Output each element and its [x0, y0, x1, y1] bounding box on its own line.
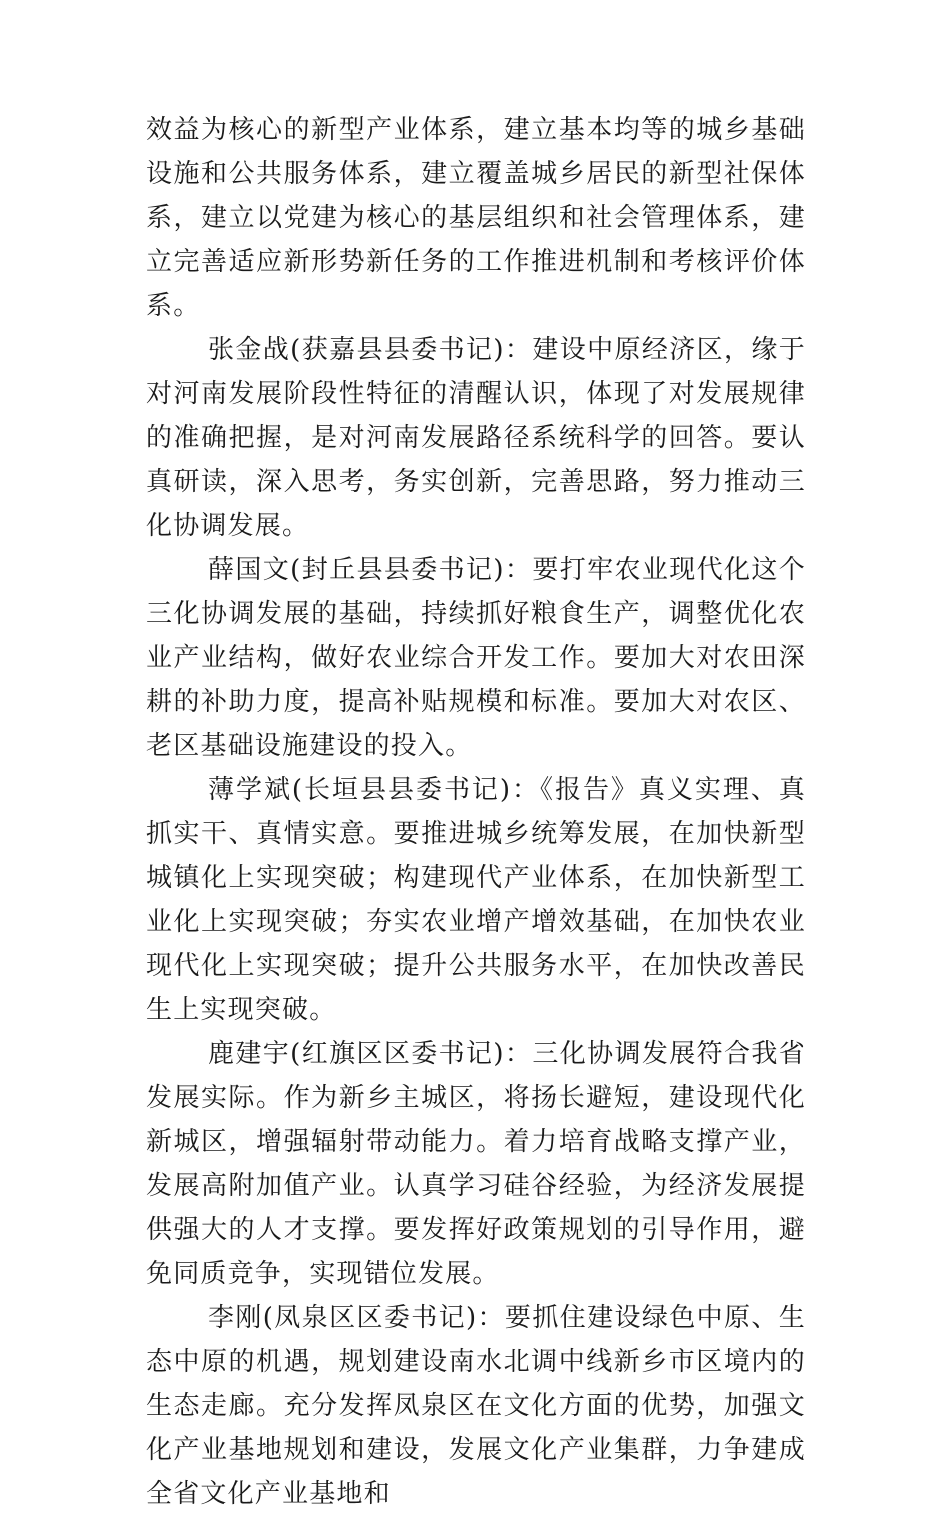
paragraph-xue-guowen: 薛国文(封丘县县委书记)：要打牢农业现代化这个三化协调发展的基础，持续抓好粮食生产，调整优化农业产业结构，做好农业综合开发工作。要加大对农田深耕的补助力度，提高补贴规模和标准。要加大对农区、老区基础设施建设的投入。	[146, 555, 806, 761]
paragraph-continuation: 效益为核心的新型产业体系，建立基本均等的城乡基础设施和公共服务体系，建立覆盖城乡居民的新型社保体系，建立以党建为核心的基层组织和社会管理体系，建立完善适应新形势新任务的工作推进机制和考核评价体系。	[146, 115, 806, 321]
paragraph-bo-xuebin: 薄学斌(长垣县县委书记)：《报告》真义实理、真抓实干、真情实意。要推进城乡统筹发展，在加快新型城镇化上实现突破；构建现代产业体系，在加快新型工业化上实现突破；夯实农业增产增效基础，在加快农业现代化上实现突破；提升公共服务水平，在加快改善民生上实现突破。	[146, 775, 806, 1025]
document-body	[146, 108, 806, 1516]
paragraph-lu-jianyu: 鹿建宇(红旗区区委书记)：三化协调发展符合我省发展实际。作为新乡主城区，将扬长避短，建设现代化新城区，增强辐射带动能力。着力培育战略支撑产业，发展高附加值产业。认真学习硅谷经验，为经济发展提供强大的人才支撑。要发挥好政策规划的引导作用，避免同质竞争，实现错位发展。	[146, 1039, 806, 1289]
paragraph-li-gang: 李刚(凤泉区区委书记)：要抓住建设绿色中原、生态中原的机遇，规划建设南水北调中线新乡市区境内的生态走廊。充分发挥凤泉区在文化方面的优势，加强文化产业基地规划和建设，发展文化产业集群，力争建成全省文化产业基地和	[146, 1303, 806, 1509]
paragraph-zhang-jinzhan: 张金战(获嘉县县委书记)：建设中原经济区，缘于对河南发展阶段性特征的清醒认识，体现了对发展规律的准确把握，是对河南发展路径系统科学的回答。要认真研读，深入思考，务实创新，完善思路，努力推动三化协调发展。	[146, 335, 806, 541]
